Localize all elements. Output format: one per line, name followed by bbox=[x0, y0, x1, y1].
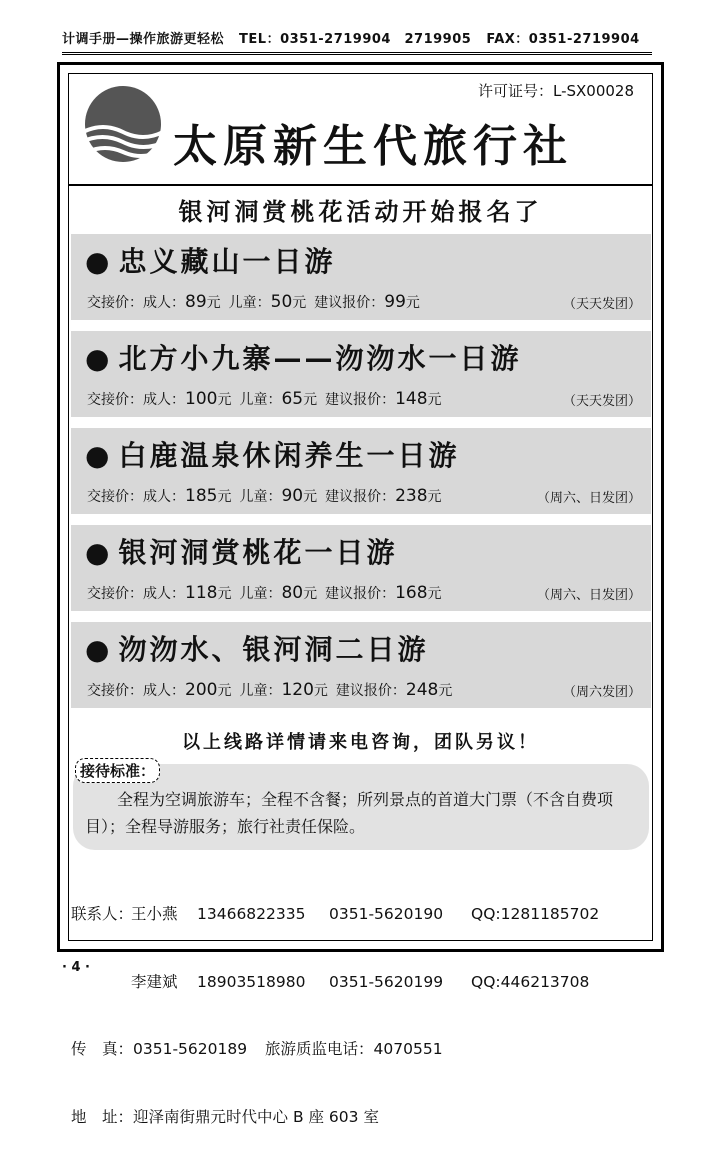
suggest-label: 建议报价： bbox=[325, 586, 396, 602]
fax-label: 传 真： bbox=[71, 1040, 134, 1058]
contact-mobile: 13466822335 bbox=[197, 905, 306, 923]
child-label: 儿童： bbox=[228, 295, 271, 311]
unit: 元 bbox=[303, 489, 318, 505]
unit: 元 bbox=[313, 683, 328, 699]
route-card bbox=[71, 525, 651, 611]
suggest-label: 建议报价： bbox=[325, 489, 396, 505]
bullet-icon: ● bbox=[85, 245, 113, 278]
adult-price: 200 bbox=[185, 680, 218, 700]
child-price: 120 bbox=[281, 680, 314, 700]
route-schedule: （天天发团） bbox=[562, 394, 641, 409]
page-header bbox=[62, 28, 652, 55]
suggest-price: 168 bbox=[395, 583, 428, 603]
address-label: 地 址： bbox=[71, 1107, 134, 1126]
route-card bbox=[71, 331, 651, 417]
bullet-icon: ● bbox=[85, 342, 113, 375]
child-label: 儿童： bbox=[239, 586, 282, 602]
consult-notice: 以上线路详情请来电咨询，团队另议！ bbox=[182, 732, 539, 753]
contact-row bbox=[71, 903, 599, 926]
child-label: 儿童： bbox=[239, 489, 282, 505]
company-logo bbox=[79, 86, 167, 166]
unit: 元 bbox=[427, 392, 442, 408]
child-price: 80 bbox=[281, 583, 304, 603]
service-standard-label: 接待标准： bbox=[75, 758, 160, 783]
route-title bbox=[85, 240, 335, 280]
suggest-price: 238 bbox=[395, 486, 428, 506]
unit: 元 bbox=[438, 683, 453, 699]
supervise-number: 4070551 bbox=[373, 1040, 443, 1058]
contact-tel: 0351-5620199 bbox=[329, 972, 444, 991]
bullet-icon: ● bbox=[85, 439, 113, 472]
contact-qq: QQ:1281185702 bbox=[471, 905, 600, 923]
fax-row bbox=[71, 1038, 599, 1061]
suggest-price: 99 bbox=[384, 292, 406, 312]
child-label: 儿童： bbox=[239, 392, 282, 408]
supervise-label: 旅游质监电话： bbox=[265, 1040, 374, 1058]
route-title bbox=[85, 531, 397, 571]
unit: 元 bbox=[217, 586, 232, 602]
adult-price: 89 bbox=[185, 292, 207, 312]
route-price bbox=[87, 680, 452, 700]
child-price: 50 bbox=[270, 292, 293, 312]
price-label: 交接价：成人： bbox=[87, 683, 185, 699]
route-title-text: 忠义藏山一日游 bbox=[118, 245, 336, 278]
unit: 元 bbox=[217, 489, 232, 505]
route-schedule: （周六、日发团） bbox=[536, 588, 641, 603]
route-price bbox=[87, 389, 442, 409]
adult-price: 185 bbox=[185, 486, 218, 506]
route-title bbox=[85, 628, 428, 668]
route-card bbox=[71, 428, 651, 514]
price-label: 交接价：成人： bbox=[87, 295, 185, 311]
route-card bbox=[71, 234, 651, 320]
ad-inner-frame bbox=[68, 73, 653, 1126]
route-price bbox=[87, 583, 442, 603]
route-schedule: （周六、日发团） bbox=[536, 491, 641, 506]
title-divider bbox=[69, 184, 652, 186]
bullet-icon: ● bbox=[85, 536, 113, 569]
company-name: 太原新生代旅行社 bbox=[173, 121, 573, 172]
service-standard-box bbox=[73, 764, 649, 850]
route-schedule: （天天发团） bbox=[562, 297, 641, 312]
route-title-text: 沕沕水、银河洞二日游 bbox=[118, 633, 429, 666]
contact-qq: QQ:446213708 bbox=[471, 972, 590, 991]
adult-price: 118 bbox=[185, 583, 218, 603]
page-number: · 4 · bbox=[62, 960, 90, 975]
unit: 元 bbox=[292, 295, 307, 311]
bullet-icon: ● bbox=[85, 633, 113, 666]
unit: 元 bbox=[217, 683, 232, 699]
unit: 元 bbox=[303, 586, 318, 602]
child-label: 儿童： bbox=[239, 683, 282, 699]
service-standard-text: 全程为空调旅游车；全程不含餐；所列景点的首道大门票（不含自费项目）；全程导游服务；旅行社责任保险。 bbox=[85, 790, 614, 836]
route-card bbox=[71, 622, 651, 708]
adult-price: 100 bbox=[185, 389, 218, 409]
suggest-label: 建议报价： bbox=[325, 392, 396, 408]
unit: 元 bbox=[427, 586, 442, 602]
unit: 元 bbox=[206, 295, 221, 311]
fax-number: 0351-5620189 bbox=[133, 1040, 248, 1058]
header-tel: TEL：0351-2719904 2719905 bbox=[239, 32, 472, 47]
contact-name: 王小燕 bbox=[131, 905, 178, 923]
unit: 元 bbox=[303, 392, 318, 408]
suggest-price: 148 bbox=[395, 389, 428, 409]
route-title-text: 白鹿温泉休闲养生一日游 bbox=[118, 439, 460, 472]
route-price bbox=[87, 292, 420, 312]
route-title bbox=[85, 337, 521, 377]
header-slogan: 计调手册—操作旅游更轻松 bbox=[62, 32, 225, 47]
contact-name: 李建斌 bbox=[131, 972, 178, 991]
contact-tel: 0351-5620190 bbox=[329, 905, 444, 923]
contact-info bbox=[71, 858, 599, 1173]
unit: 元 bbox=[427, 489, 442, 505]
header-fax: FAX：0351-2719904 bbox=[486, 32, 640, 47]
route-price bbox=[87, 486, 442, 506]
suggest-label: 建议报价： bbox=[335, 683, 406, 699]
route-title-text: 北方小九寨——沕沕水一日游 bbox=[118, 342, 522, 375]
unit: 元 bbox=[405, 295, 420, 311]
route-title bbox=[85, 434, 459, 474]
price-label: 交接价：成人： bbox=[87, 586, 185, 602]
child-price: 90 bbox=[281, 486, 304, 506]
suggest-price: 248 bbox=[405, 680, 439, 700]
route-title-text: 银河洞赏桃花一日游 bbox=[118, 536, 398, 569]
price-label: 交接价：成人： bbox=[87, 392, 185, 408]
contact-row bbox=[71, 971, 599, 994]
ad-frame bbox=[57, 62, 664, 1126]
route-schedule: （周六发团） bbox=[562, 685, 641, 700]
child-price: 65 bbox=[281, 389, 304, 409]
contact-label: 联系人： bbox=[71, 905, 134, 923]
suggest-label: 建议报价： bbox=[314, 295, 385, 311]
event-banner: 银河洞赏桃花活动开始报名了 bbox=[178, 198, 543, 226]
unit: 元 bbox=[217, 392, 232, 408]
address-text: 迎泽南街鼎元时代中心 B 座 603 室 bbox=[133, 1107, 379, 1126]
price-label: 交接价：成人： bbox=[87, 489, 185, 505]
license-number: 许可证号：L-SX00028 bbox=[477, 82, 634, 100]
address-row bbox=[71, 1106, 599, 1129]
contact-mobile: 18903518980 bbox=[197, 972, 306, 991]
